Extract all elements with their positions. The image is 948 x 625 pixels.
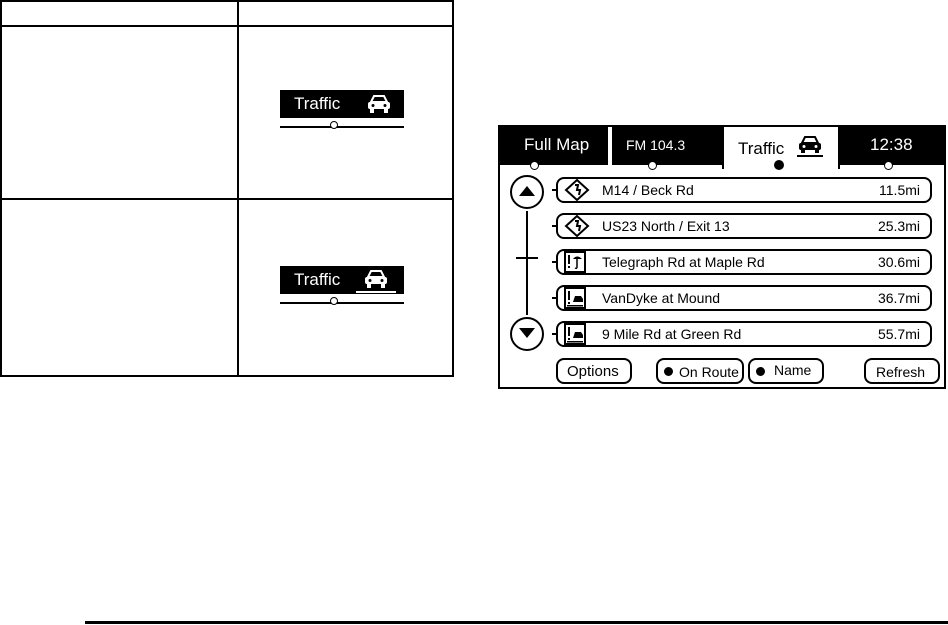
incident-distance: 11.5mi xyxy=(879,182,920,198)
on-route-button[interactable] xyxy=(656,358,744,384)
tab-label: Traffic xyxy=(738,139,785,158)
page-rule xyxy=(85,621,948,624)
accident-alert-icon xyxy=(564,287,586,309)
car-underline-icon xyxy=(354,270,398,299)
radio-dot xyxy=(756,367,765,376)
tab-label: FM 104.3 xyxy=(626,137,686,153)
incident-name: M14 / Beck Rd xyxy=(602,182,694,198)
tab-bar xyxy=(500,127,944,167)
incident-name: 9 Mile Rd at Green Rd xyxy=(602,326,742,342)
list-item[interactable] xyxy=(556,213,932,239)
accident-alert-icon xyxy=(564,323,586,345)
list-item[interactable] xyxy=(556,249,932,275)
construction-sign-icon xyxy=(564,215,586,237)
radio-dot xyxy=(664,367,673,376)
incident-name: US23 North / Exit 13 xyxy=(602,218,730,234)
car-icon xyxy=(796,135,824,162)
incident-distance: 30.6mi xyxy=(877,254,920,270)
arrow-down-icon xyxy=(518,326,536,340)
tab-clock[interactable] xyxy=(840,127,944,165)
tab-radio[interactable] xyxy=(612,127,722,165)
badge-label: Traffic xyxy=(294,270,341,289)
scroll-thumb[interactable] xyxy=(516,257,538,259)
button-label: Refresh xyxy=(876,364,926,380)
traffic-tab-badge-on-route xyxy=(280,266,404,294)
button-label: Options xyxy=(567,363,619,380)
list-item[interactable] xyxy=(556,177,932,203)
tab-traffic[interactable] xyxy=(722,127,840,169)
badge-label: Traffic xyxy=(294,94,341,113)
incident-distance: 25.3mi xyxy=(877,218,920,234)
options-button[interactable] xyxy=(556,358,632,384)
arrow-up-icon xyxy=(518,184,536,198)
selected-indicator xyxy=(774,160,784,170)
clock-time: 12:38 xyxy=(870,135,913,154)
traffic-tab-badge xyxy=(280,90,404,118)
name-button[interactable] xyxy=(748,358,824,384)
incident-distance: 36.7mi xyxy=(877,290,920,306)
construction-sign-icon xyxy=(564,179,586,201)
scroll-down-button[interactable] xyxy=(510,317,544,351)
weather-alert-icon xyxy=(564,251,586,273)
button-label: On Route xyxy=(679,364,739,380)
scroll-track[interactable] xyxy=(526,211,528,315)
tab-full-map[interactable] xyxy=(500,127,608,165)
car-icon xyxy=(366,94,392,119)
tab-label: Full Map xyxy=(524,135,590,154)
scroll-up-button[interactable] xyxy=(510,175,544,209)
incident-distance: 55.7mi xyxy=(877,326,920,342)
traffic-screen xyxy=(498,125,946,389)
refresh-button[interactable] xyxy=(864,358,940,384)
list-item[interactable] xyxy=(556,285,932,311)
button-label: Name xyxy=(774,362,812,378)
incident-name: VanDyke at Mound xyxy=(602,290,721,306)
reference-table xyxy=(0,0,454,377)
list-item[interactable] xyxy=(556,321,932,347)
incident-name: Telegraph Rd at Maple Rd xyxy=(602,254,765,270)
